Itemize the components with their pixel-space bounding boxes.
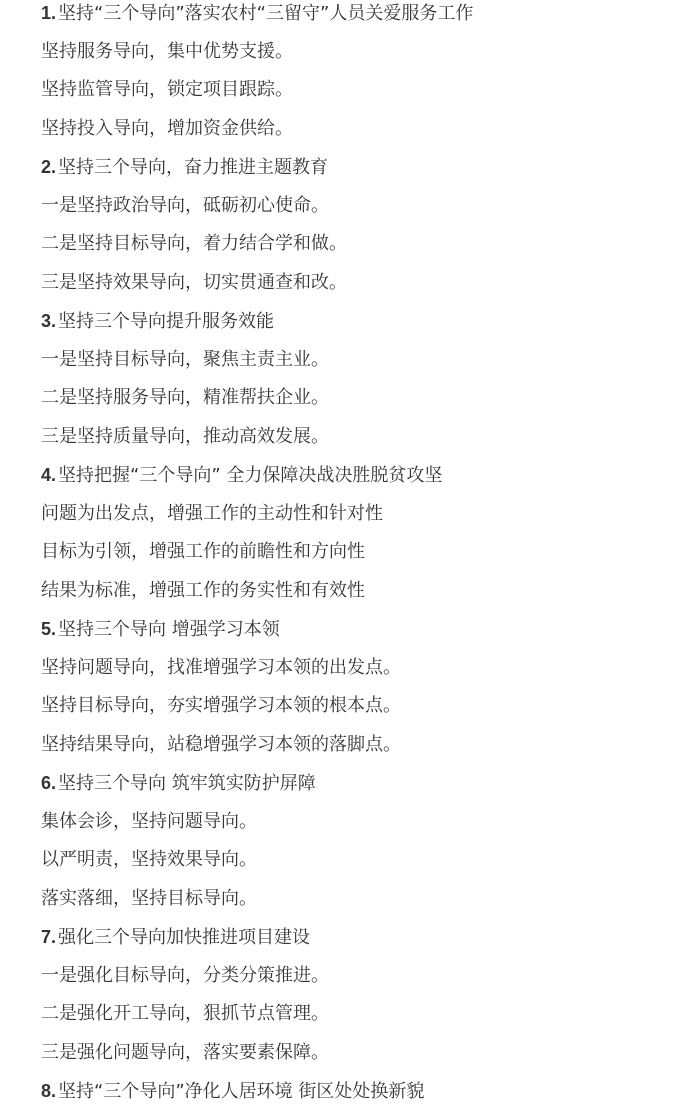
section-point: 一是坚持目标导向，聚焦主责主业。	[41, 348, 329, 370]
section-number: 7.	[41, 927, 57, 947]
section-heading-7	[41, 918, 681, 957]
section-point: 结果为标准，增强工作的务实性和有效性	[41, 579, 365, 601]
section-heading-5	[41, 610, 681, 649]
section-heading-3	[41, 302, 681, 341]
section-title: 坚持“三个导向”落实农村“三留守”人员关爱服务工作	[58, 3, 474, 24]
document-body	[41, 0, 681, 1111]
section-title: 坚持“三个导向”净化人居环境 街区处处换新貌	[58, 1081, 425, 1102]
section-point: 三是坚持效果导向，切实贯通查和改。	[41, 271, 347, 293]
section-point: 落实落细，坚持目标导向。	[41, 887, 257, 909]
section-heading-1	[41, 0, 681, 33]
section-title: 坚持三个导向 增强学习本领	[58, 619, 280, 640]
section-point: 三是坚持质量导向，推动高效发展。	[41, 425, 329, 447]
section-point: 问题为出发点，增强工作的主动性和针对性	[41, 502, 383, 524]
section-heading-4	[41, 456, 681, 495]
section-point: 一是坚持政治导向，砥砺初心使命。	[41, 194, 329, 216]
section-title: 强化三个导向加快推进项目建设	[58, 927, 311, 948]
section-heading-2	[41, 148, 681, 187]
section-number: 4.	[41, 465, 57, 485]
section-point: 坚持投入导向，增加资金供给。	[41, 117, 293, 139]
section-point: 坚持监管导向，锁定项目跟踪。	[41, 79, 293, 100]
section-point: 三是强化问题导向，落实要素保障。	[41, 1041, 329, 1063]
section-point: 坚持目标导向，夯实增强学习本领的根本点。	[41, 695, 401, 716]
section-point: 二是坚持服务导向，精准帮扶企业。	[41, 387, 329, 408]
section-title: 坚持三个导向，奋力推进主题教育	[58, 157, 329, 178]
section-number: 5.	[41, 619, 57, 639]
section-point: 一是强化目标导向，分类分策推进。	[41, 964, 329, 986]
section-point: 二是强化开工导向，狠抓节点管理。	[41, 1003, 329, 1024]
section-title: 坚持三个导向 筑牢筑实防护屏障	[58, 773, 316, 794]
section-number: 6.	[41, 773, 57, 793]
section-number: 8.	[41, 1081, 57, 1101]
section-heading-8	[41, 1072, 681, 1111]
section-number: 1.	[41, 3, 57, 23]
section-point: 以严明责，坚持效果导向。	[41, 849, 257, 870]
section-heading-6	[41, 764, 681, 803]
section-number: 3.	[41, 311, 57, 331]
section-point: 二是坚持目标导向，着力结合学和做。	[41, 233, 347, 254]
section-title: 坚持三个导向提升服务效能	[58, 311, 275, 332]
section-point: 集体会诊，坚持问题导向。	[41, 810, 257, 832]
section-point: 坚持结果导向，站稳增强学习本领的落脚点。	[41, 733, 401, 755]
section-point: 坚持服务导向，集中优势支援。	[41, 40, 293, 62]
section-title: 坚持把握“三个导向” 全力保障决战决胜脱贫攻坚	[58, 465, 443, 486]
section-point: 坚持问题导向，找准增强学习本领的出发点。	[41, 656, 401, 678]
section-point: 目标为引领，增强工作的前瞻性和方向性	[41, 541, 365, 562]
section-number: 2.	[41, 157, 57, 177]
